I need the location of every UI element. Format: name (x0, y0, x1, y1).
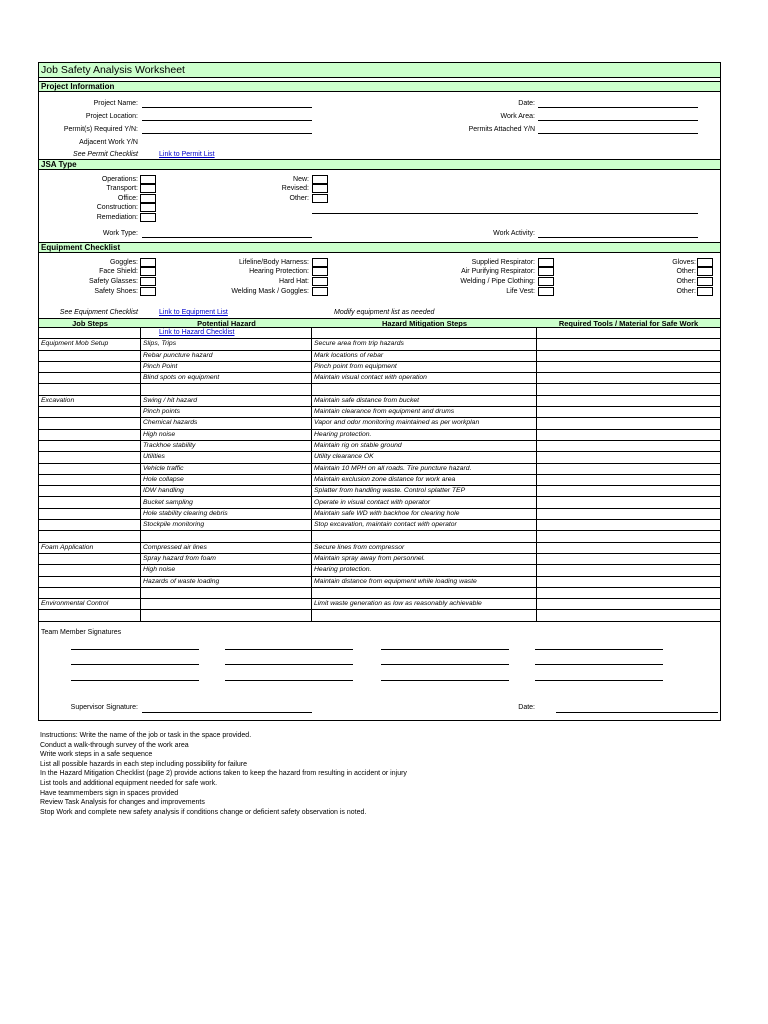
instruction-line: Instructions: Write the name of the job or task in the space provided. (40, 732, 252, 739)
team-signature-field[interactable] (71, 649, 199, 650)
other-2-checkbox[interactable] (697, 277, 713, 286)
potential-hazard-cell[interactable]: Compressed air lines (143, 543, 207, 551)
table-row (39, 385, 720, 396)
potential-hazard-cell[interactable]: Rebar puncture hazard (143, 351, 213, 359)
section-jsa-type: JSA Type (39, 159, 720, 170)
instruction-line: List all possible hazards in each step including possibility for failure (40, 760, 247, 768)
potential-hazard-cell[interactable] (141, 588, 312, 598)
jsa-worksheet (38, 62, 721, 721)
mitigation-step-cell[interactable]: Hearing protection. (314, 430, 372, 438)
hearing-protection-checkbox[interactable] (312, 267, 328, 276)
mitigation-step-cell[interactable]: Hearing protection. (314, 566, 372, 574)
team-signature-field[interactable] (71, 664, 199, 665)
job-step-cell[interactable] (39, 407, 141, 417)
mitigation-step-cell[interactable]: Pinch point from equipment (314, 362, 397, 370)
potential-hazard-cell[interactable] (141, 599, 312, 609)
mitigation-step-cell[interactable]: Splatter from handling waste. Control splatter TEP (314, 487, 466, 495)
job-step-cell[interactable] (39, 351, 141, 361)
table-row (39, 373, 720, 384)
table-row (39, 407, 720, 418)
header-job-steps: Job Steps (72, 319, 108, 328)
potential-hazard-cell[interactable]: Stockpile monitoring (143, 521, 205, 529)
job-step-cell[interactable] (39, 509, 141, 519)
table-row (39, 554, 720, 565)
job-step-cell[interactable] (39, 531, 141, 541)
mitigation-step-cell[interactable]: Utility clearance OK (314, 453, 374, 461)
job-step-cell[interactable] (39, 362, 141, 372)
equip-other-2: Other: (676, 278, 696, 285)
equip-safety-glasses: Safety Glasses: (88, 278, 138, 285)
section-project-information: Project Information (39, 81, 720, 92)
work-activity-label: Work Activity: (493, 230, 535, 237)
required-tools-cell[interactable] (537, 351, 720, 361)
table-row (39, 520, 720, 531)
required-tools-cell[interactable] (537, 385, 720, 395)
potential-hazard-cell[interactable]: Vehicle traffic (143, 464, 184, 472)
mitigation-step-cell[interactable] (312, 588, 537, 598)
revised-checkbox[interactable] (312, 184, 328, 193)
job-step-cell[interactable] (39, 486, 141, 496)
required-tools-cell[interactable] (537, 509, 720, 519)
job-step-cell[interactable] (39, 498, 141, 508)
required-tools-cell[interactable] (537, 441, 720, 451)
life-vest-checkbox[interactable] (538, 287, 554, 296)
table-row (39, 599, 720, 610)
required-tools-cell[interactable] (537, 407, 720, 417)
table-row (39, 543, 720, 554)
permits-required-field[interactable] (142, 133, 312, 134)
instruction-line: List tools and additional equipment needed for safe work. (40, 779, 218, 787)
job-step-cell[interactable] (39, 464, 141, 474)
team-signature-field[interactable] (381, 649, 509, 650)
required-tools-cell[interactable] (537, 339, 720, 349)
table-row (39, 611, 720, 622)
section-equipment-checklist: Equipment Checklist (39, 242, 720, 253)
supervisor-signature-label: Supervisor Signature: (70, 704, 138, 711)
required-tools-cell[interactable] (537, 588, 720, 598)
job-step-cell[interactable] (39, 475, 141, 485)
job-step-cell[interactable]: Equipment Mob Setup (41, 340, 109, 348)
mitigation-step-cell[interactable]: Operate in visual contact with operator (314, 498, 430, 506)
office-checkbox[interactable] (140, 194, 156, 203)
job-step-cell[interactable] (39, 430, 141, 440)
required-tools-cell[interactable] (537, 531, 720, 541)
equip-gloves: Gloves: (672, 259, 696, 266)
required-tools-cell[interactable] (537, 396, 720, 406)
mitigation-step-cell[interactable]: Limit waste generation as low as reasonably achievable (314, 600, 482, 608)
work-area-field[interactable] (538, 120, 698, 121)
lifeline-checkbox[interactable] (312, 258, 328, 267)
table-row (39, 351, 720, 362)
other-checkbox[interactable] (312, 194, 328, 203)
table-row (39, 498, 720, 509)
date-field[interactable] (538, 107, 698, 108)
mitigation-step-cell[interactable]: Vapor and odor monitoring maintained as per workplan (314, 419, 480, 427)
construction-checkbox[interactable] (140, 203, 156, 212)
job-step-cell[interactable] (39, 418, 141, 428)
team-signature-field[interactable] (381, 680, 509, 681)
goggles-checkbox[interactable] (140, 258, 156, 267)
required-tools-cell[interactable] (537, 554, 720, 564)
jsa-type-other: Other: (289, 195, 309, 202)
welding-clothing-checkbox[interactable] (538, 277, 554, 286)
project-location-label: Project Location: (85, 113, 138, 120)
equip-welding-clothing: Welding / Pipe Clothing: (460, 278, 535, 285)
potential-hazard-cell[interactable] (141, 611, 312, 621)
table-row (39, 452, 720, 463)
table-row (39, 565, 720, 576)
potential-hazard-cell[interactable]: Hazards of waste loading (143, 577, 220, 585)
project-name-field[interactable] (142, 107, 312, 108)
potential-hazard-cell[interactable]: Hole collapse (143, 475, 184, 483)
table-row (39, 441, 720, 452)
mitigation-step-cell[interactable]: Mark locations of rebar (314, 351, 384, 359)
table-row (39, 464, 720, 475)
mitigation-step-cell[interactable]: Maintain distance from equipment while loading waste (314, 577, 477, 585)
other-3-checkbox[interactable] (697, 287, 713, 296)
header-hazard-mitigation: Hazard Mitigation Steps (381, 319, 467, 328)
work-type-label: Work Type: (102, 230, 138, 237)
table-row (39, 531, 720, 542)
permits-required-label: Permit(s) Required Y/N: (63, 126, 138, 133)
equip-life-vest: Life Vest: (506, 288, 535, 295)
adjacent-work-label: Adjacent Work Y/N (79, 139, 138, 146)
transport-checkbox[interactable] (140, 184, 156, 193)
instruction-line: In the Hazard Mitigation Checklist (page 2) provide actions taken to keep the hazard from resulting in accident or injury (40, 770, 407, 778)
potential-hazard-cell[interactable]: Trackhoe stability (143, 442, 196, 449)
header-potential-hazard: Potential Hazard (197, 319, 256, 328)
potential-hazard-cell[interactable] (141, 385, 312, 395)
hazard-table-header (39, 318, 720, 328)
header-required-tools: Required Tools / Material for Safe Work (558, 319, 699, 328)
table-row (39, 509, 720, 520)
mitigation-step-cell[interactable]: Maintain 10 MPH on all roads. Tire puncture hazard. (314, 464, 472, 472)
job-step-cell[interactable] (39, 588, 141, 598)
mitigation-step-cell[interactable] (312, 385, 537, 395)
equip-hard-hat: Hard Hat: (279, 278, 309, 285)
instruction-line: Write work steps in a safe sequence (40, 751, 153, 759)
potential-hazard-cell[interactable]: Swing / hit hazard (143, 396, 198, 404)
column-divider (311, 328, 312, 621)
team-signature-field[interactable] (535, 664, 663, 665)
mitigation-step-cell[interactable]: Maintain safe WD with backhoe for clearing hole (314, 509, 460, 517)
gloves-checkbox[interactable] (697, 258, 713, 267)
potential-hazard-cell[interactable]: Spray hazard from foam (143, 555, 216, 562)
equip-welding-mask: Welding Mask / Goggles: (231, 288, 309, 295)
equip-other-3: Other: (676, 288, 696, 295)
required-tools-cell[interactable] (537, 452, 720, 462)
instructions (40, 731, 407, 817)
job-step-cell[interactable] (39, 452, 141, 462)
equip-face-shield: Face Shield: (99, 268, 138, 275)
required-tools-cell[interactable] (537, 543, 720, 553)
jsa-type-operations: Operations: (101, 176, 138, 183)
potential-hazard-cell[interactable]: Pinch points (143, 408, 181, 416)
job-step-cell[interactable] (39, 373, 141, 383)
table-row (39, 475, 720, 486)
potential-hazard-cell[interactable]: High noise (143, 430, 176, 438)
required-tools-cell[interactable] (537, 577, 720, 587)
required-tools-cell[interactable] (537, 430, 720, 440)
instruction-line: Review Task Analysis for changes and improvements (40, 799, 205, 807)
potential-hazard-cell[interactable]: Chemical hazards (143, 419, 198, 427)
required-tools-cell[interactable] (537, 486, 720, 496)
jsa-type-transport: Transport: (106, 185, 138, 192)
mitigation-step-cell[interactable]: Maintain clearance from equipment and drums (314, 408, 455, 416)
job-step-cell[interactable] (39, 441, 141, 451)
required-tools-cell[interactable] (537, 498, 720, 508)
table-row (39, 577, 720, 588)
jsa-type-new: New: (293, 176, 309, 183)
potential-hazard-cell[interactable]: Blind spots on equipment (143, 374, 220, 382)
job-step-cell[interactable] (39, 577, 141, 587)
equip-air-purifying-respirator: Air Purifying Respirator: (461, 268, 535, 275)
team-signature-field[interactable] (381, 664, 509, 665)
potential-hazard-cell[interactable]: Utilities (143, 453, 165, 461)
jsa-type-construction: Construction: (96, 204, 138, 211)
work-activity-field[interactable] (538, 237, 698, 238)
face-shield-checkbox[interactable] (140, 267, 156, 276)
jsa-type-revised: Revised: (281, 185, 309, 192)
equip-other-1: Other: (676, 268, 696, 275)
mitigation-step-cell[interactable] (312, 611, 537, 621)
table-row (39, 418, 720, 429)
safety-glasses-checkbox[interactable] (140, 277, 156, 286)
air-purifying-respirator-checkbox[interactable] (538, 267, 554, 276)
required-tools-cell[interactable] (537, 475, 720, 485)
mitigation-step-cell[interactable] (312, 531, 537, 541)
supervisor-date-field[interactable] (556, 712, 718, 713)
worksheet-title: Job Safety Analysis Worksheet (39, 63, 720, 78)
team-signature-field[interactable] (225, 680, 353, 681)
required-tools-cell[interactable] (537, 520, 720, 530)
table-row (39, 328, 720, 339)
mitigation-step-cell[interactable]: Maintain safe distance from bucket (314, 396, 420, 404)
column-divider (140, 328, 141, 621)
mitigation-step-cell[interactable]: Stop excavation, maintain contact with operator (314, 521, 457, 529)
mitigation-step-cell[interactable]: Secure area from trip hazards (314, 340, 404, 348)
jsa-type-remediation: Remediation: (96, 214, 138, 221)
potential-hazard-cell[interactable]: High noise (143, 566, 176, 574)
see-equipment-checklist: See Equipment Checklist (59, 309, 138, 316)
job-step-cell[interactable] (39, 565, 141, 575)
required-tools-cell[interactable] (537, 418, 720, 428)
date-label: Date: (518, 100, 535, 107)
jsa-type-office: Office: (117, 195, 138, 202)
equip-lifeline: Lifeline/Body Harness: (238, 259, 309, 266)
instruction-line: Stop Work and complete new safety analysis if conditions change or deficient safety observation is noted. (40, 808, 367, 816)
work-area-label: Work Area: (500, 113, 535, 120)
supervisor-signature-field[interactable] (142, 712, 312, 713)
job-step-cell[interactable] (39, 520, 141, 530)
project-name-label: Project Name: (93, 100, 138, 107)
work-type-field[interactable] (142, 237, 312, 238)
hazard-checklist-link[interactable]: Link to Hazard Checklist (159, 329, 235, 336)
permit-list-link[interactable]: Link to Permit List (159, 151, 215, 158)
potential-hazard-cell[interactable]: Pinch Point (143, 362, 178, 370)
jsa-type-other-field[interactable] (312, 213, 698, 214)
table-row (39, 362, 720, 373)
other-1-checkbox[interactable] (697, 267, 713, 276)
equipment-list-link[interactable]: Link to Equipment List (159, 309, 228, 316)
mitigation-step-cell[interactable]: Maintain rig on stable ground (314, 442, 402, 449)
equip-goggles: Goggles: (109, 259, 138, 266)
column-divider (536, 328, 537, 621)
remediation-checkbox[interactable] (140, 213, 156, 222)
required-tools-cell[interactable] (537, 464, 720, 474)
potential-hazard-cell[interactable]: Slips, Trips (143, 340, 177, 348)
required-tools-cell[interactable] (537, 565, 720, 575)
table-row (39, 486, 720, 497)
team-signature-field[interactable] (225, 649, 353, 650)
permits-attached-field[interactable] (538, 133, 698, 134)
table-row (39, 339, 720, 350)
potential-hazard-cell[interactable]: Bucket sampling (143, 498, 193, 506)
equip-safety-shoes: Safety Shoes: (94, 288, 138, 295)
mitigation-step-cell[interactable]: Maintain visual contact with operation (314, 374, 427, 382)
required-tools-cell[interactable] (537, 362, 720, 372)
job-step-cell[interactable]: Environmental Control (41, 600, 109, 608)
job-step-cell[interactable]: Excavation (41, 396, 75, 404)
welding-mask-checkbox[interactable] (312, 287, 328, 296)
team-signature-field[interactable] (535, 680, 663, 681)
team-signature-field[interactable] (535, 649, 663, 650)
new-checkbox[interactable] (312, 175, 328, 184)
equip-hearing-protection: Hearing Protection: (249, 268, 309, 275)
mitigation-step-cell[interactable]: Maintain exclusion zone distance for work area (314, 475, 456, 483)
required-tools-cell[interactable] (537, 599, 720, 609)
table-row (39, 430, 720, 441)
safety-shoes-checkbox[interactable] (140, 287, 156, 296)
instruction-line: Have teammembers sign in spaces provided (40, 789, 179, 797)
potential-hazard-cell[interactable]: Hole stability clearing debris (143, 509, 228, 517)
required-tools-cell[interactable] (537, 373, 720, 383)
hard-hat-checkbox[interactable] (312, 277, 328, 286)
job-step-cell[interactable] (39, 554, 141, 564)
supervisor-date-label: Date: (518, 704, 535, 711)
supplied-respirator-checkbox[interactable] (538, 258, 554, 267)
project-location-field[interactable] (142, 120, 312, 121)
equip-supplied-respirator: Supplied Respirator: (471, 259, 535, 266)
job-step-cell[interactable] (39, 385, 141, 395)
team-signature-field[interactable] (225, 664, 353, 665)
mitigation-step-cell[interactable]: Secure lines from compressor (314, 543, 405, 551)
potential-hazard-cell[interactable] (141, 531, 312, 541)
team-signatures-label: Team Member Signatures (41, 629, 122, 636)
team-signature-field[interactable] (71, 680, 199, 681)
modify-equipment-note: Modify equipment list as needed (334, 309, 435, 316)
potential-hazard-cell[interactable]: IDW handling (143, 487, 184, 495)
permits-attached-label: Permits Attached Y/N (468, 126, 535, 133)
see-permit-checklist: See Permit Checklist (73, 151, 138, 158)
job-step-cell[interactable] (39, 611, 141, 621)
table-row (39, 588, 720, 599)
mitigation-step-cell[interactable]: Maintain spray away from personnel. (314, 555, 426, 562)
job-step-cell[interactable]: Foam Application (41, 543, 94, 551)
required-tools-cell[interactable] (537, 611, 720, 621)
instruction-line: Conduct a walk-through survey of the work area (40, 741, 189, 749)
operations-checkbox[interactable] (140, 175, 156, 184)
table-row (39, 396, 720, 407)
